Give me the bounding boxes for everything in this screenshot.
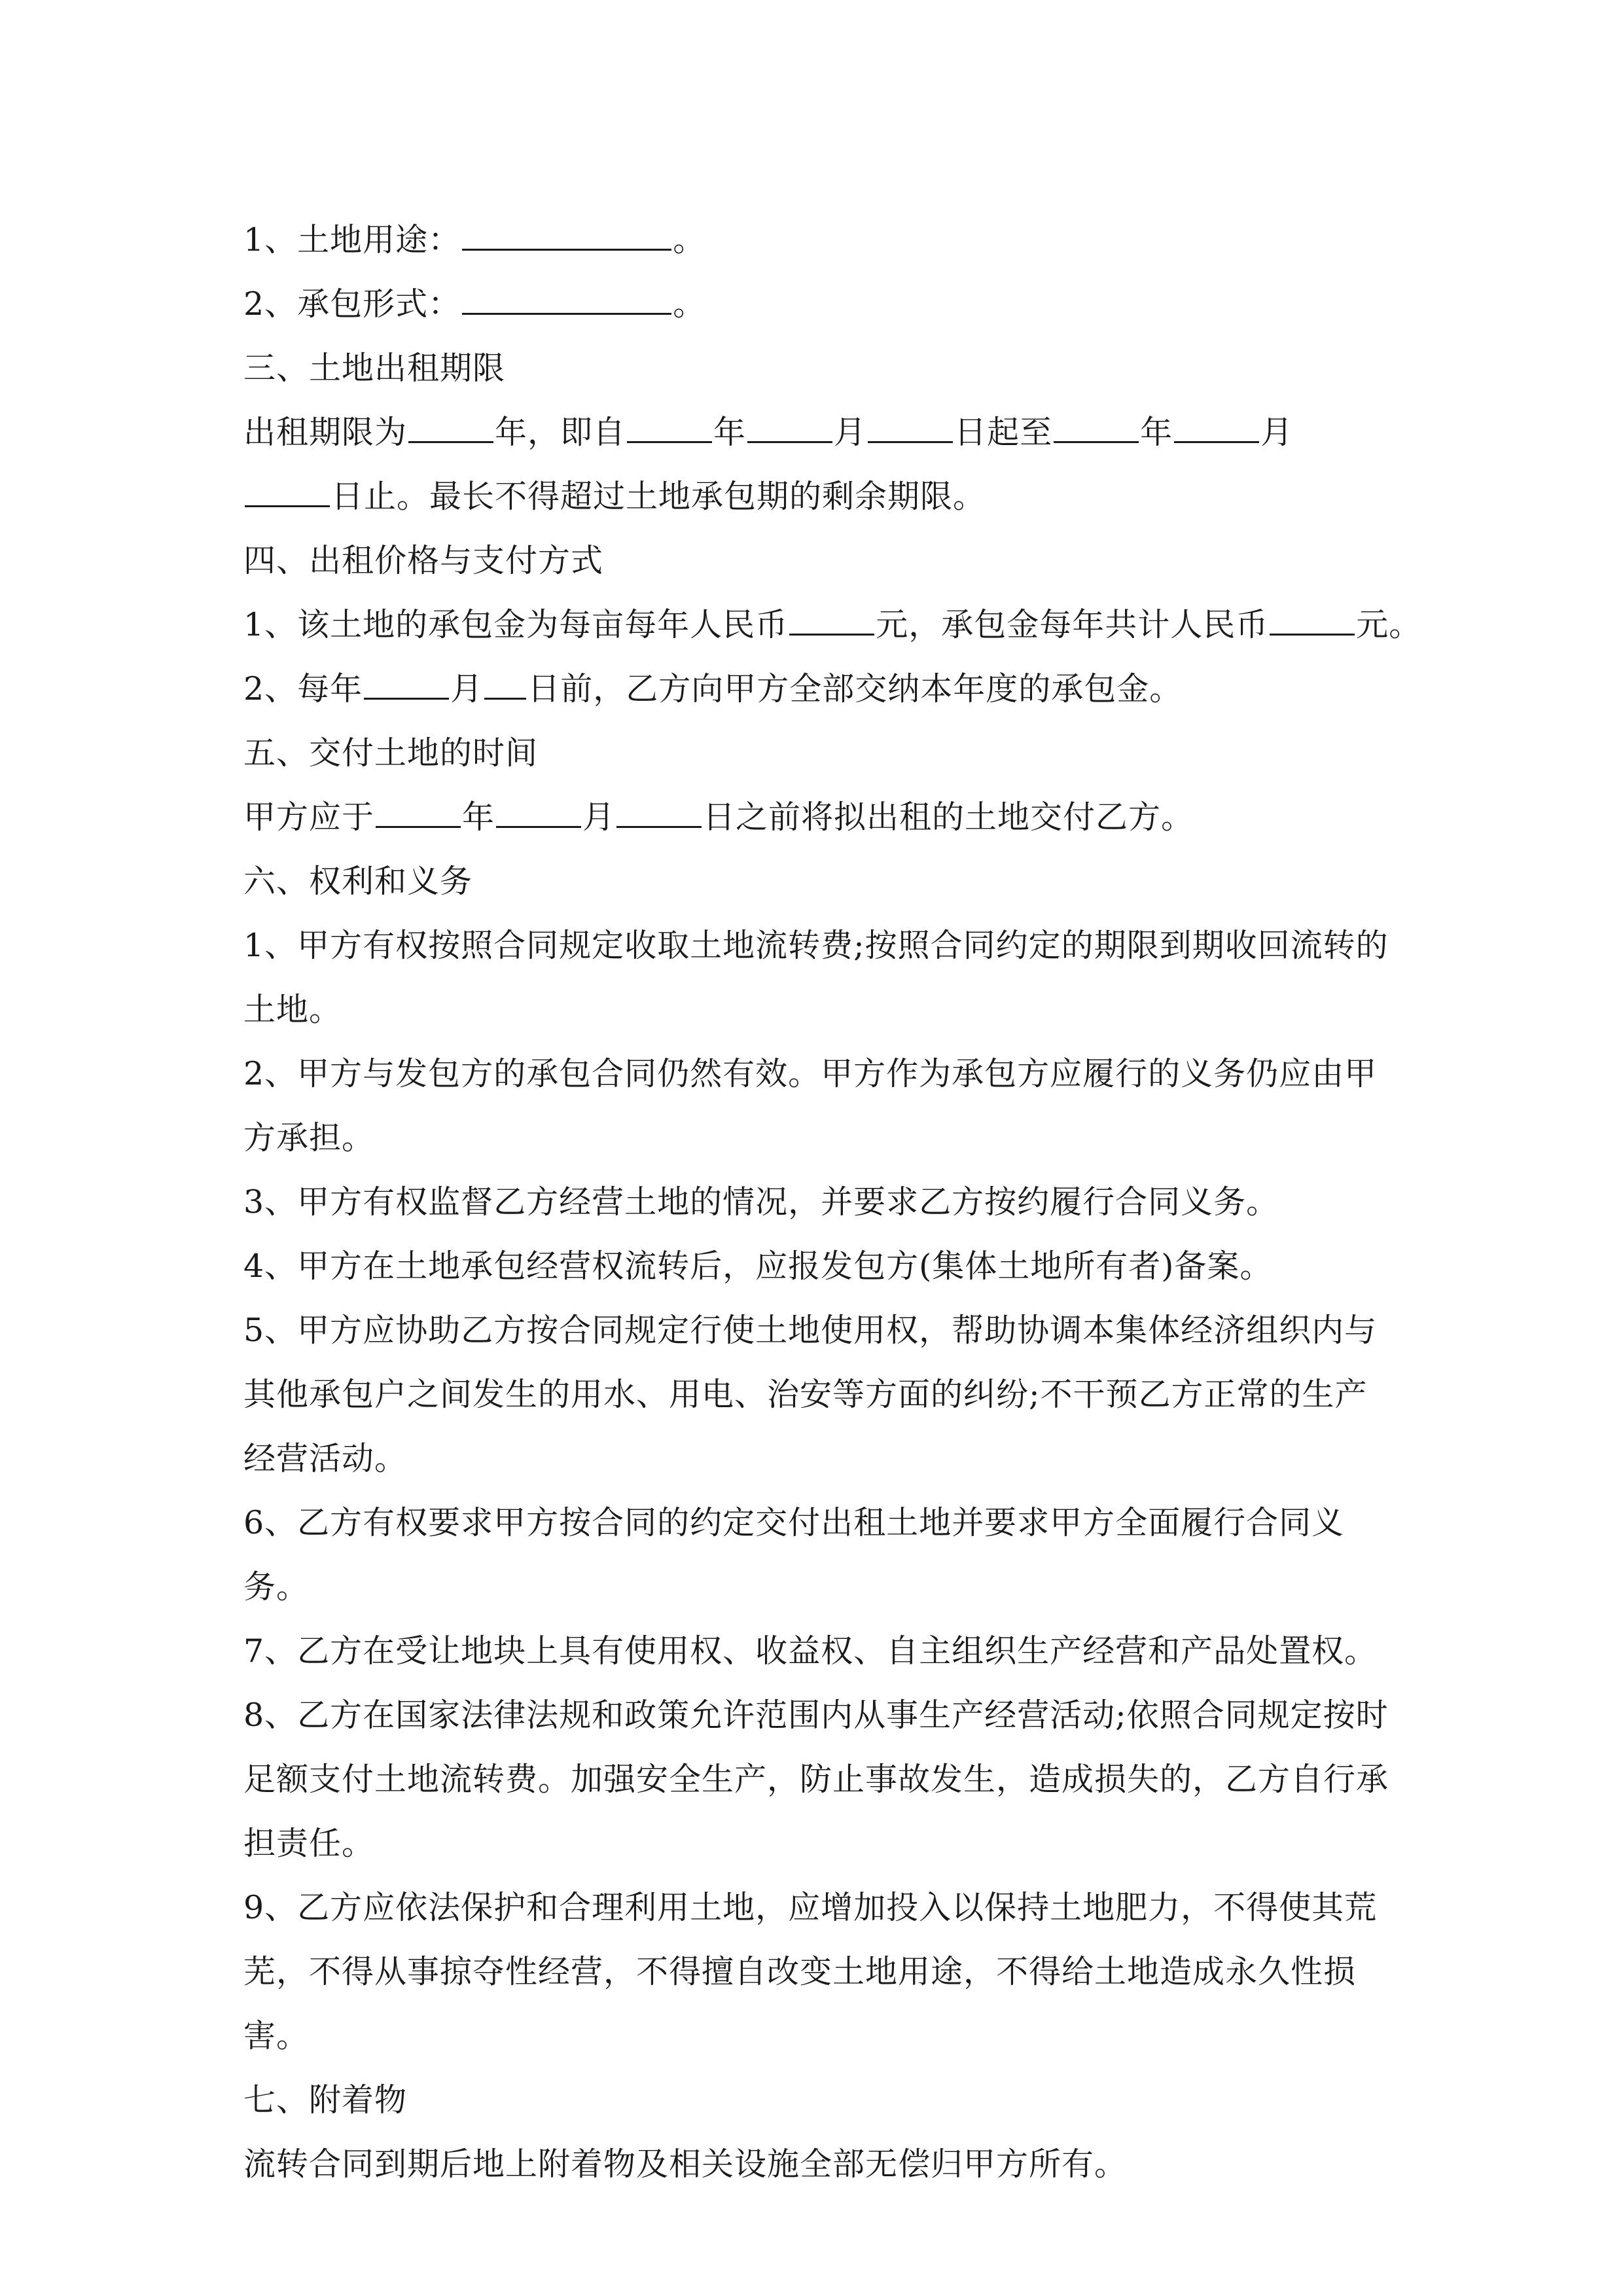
price-text: 元。 [1356,606,1422,643]
payment-day-blank[interactable] [484,670,526,700]
lease-term-text: 出租期限为 [243,414,408,451]
attachments-text: 流转合同到期后地上附着物及相关设施全部无偿归甲方所有。 [243,2145,1128,2183]
rights-item-3: 3、甲方有权监督乙方经营土地的情况，并要求乙方按约履行合同义务。 [243,1183,1279,1221]
rights-item-6: 6、乙方有权要求甲方按合同的约定交付出租土地并要求甲方全面履行合同义务。 [243,1504,1345,1605]
contract-form-label: 2、承包形式： [243,285,461,323]
contract-form-end: 。 [673,285,706,323]
rights-item-8: 8、乙方在国家法律法规和政策允许范围内从事生产经营活动;依照合同规定按时足额支付土地流转费。加强安全生产，防止事故发生，造成损失的，乙方自行承担责任。 [243,1696,1389,1862]
rights-item-2: 2、甲方与发包方的承包合同仍然有效。甲方作为承包方应履行的义务仍应由甲方承担。 [243,1055,1378,1157]
lease-term-text: 日起至 [954,414,1053,451]
section-4-title: 四、出租价格与支付方式 [243,542,604,579]
delivery-day-blank[interactable] [616,798,702,828]
price-item-2 [243,657,1395,721]
delivery-text: 月 [582,798,616,836]
price-text: 1、该土地的承包金为每亩每年人民币 [243,606,789,643]
start-year-blank[interactable] [627,414,712,443]
payment-month-blank[interactable] [364,670,449,700]
end-year-blank[interactable] [1054,414,1139,443]
contract-body [243,208,1422,2197]
delivery-text: 日之前将拟出租的土地交付乙方。 [703,798,1194,836]
delivery-month-blank[interactable] [496,798,581,828]
section-3-title: 三、土地出租期限 [243,350,506,387]
lease-term-text: 月 [1260,414,1294,451]
price-text: 2、每年 [243,670,363,708]
start-day-blank[interactable] [868,414,953,443]
lease-years-blank[interactable] [408,414,493,443]
rights-item-5: 5、甲方应协助乙方按合同规定行使土地使用权，帮助协调本集体经济组织内与其他承包户之间发生的用水、用电、治安等方面的纠纷;不干预乙方正常的生产经营活动。 [243,1312,1378,1477]
rights-item-9: 9、乙方应依法保护和合理利用土地，应增加投入以保持土地肥力，不得使其荒芜，不得从事掠夺性经营，不得擅自改变土地用途，不得给土地造成永久性损害。 [243,1889,1378,2054]
delivery-line [243,785,1395,850]
price-text: 日前，乙方向甲方全部交纳本年度的承包金。 [527,670,1183,708]
price-text: 元，承包金每年共计人民币 [876,606,1269,643]
delivery-text: 年 [462,798,495,836]
section-6-title: 六、权利和义务 [243,863,473,900]
land-use-end: 。 [673,221,706,259]
rights-item-7: 7、乙方在受让地块上具有使用权、收益权、自主组织生产经营和产品处置权。 [243,1632,1378,1670]
lease-term-text: 日止。最长不得超过土地承包期的剩余期限。 [331,478,986,515]
lease-term-line-1 [243,401,1395,465]
lease-term-text: 月 [834,414,867,451]
land-use-label: 1、土地用途： [243,221,461,259]
start-month-blank[interactable] [747,414,832,443]
land-use-blank[interactable] [462,221,671,251]
section-7-title: 七、附着物 [243,2081,408,2119]
lease-term-text: 年，即自 [495,414,626,451]
lease-term-line-2 [243,465,1395,529]
delivery-year-blank[interactable] [376,798,461,828]
price-per-mu-blank[interactable] [789,606,874,636]
rights-item-4: 4、甲方在土地承包经营权流转后，应报发包方(集体土地所有者)备案。 [243,1247,1273,1285]
end-day-blank[interactable] [245,478,330,507]
contract-form-blank[interactable] [462,285,671,315]
section-5-title: 五、交付土地的时间 [243,734,539,772]
rights-item-1: 1、甲方有权按照合同规定收取土地流转费;按照合同约定的期限到期收回流转的土地。 [243,927,1389,1028]
price-text: 月 [450,670,484,708]
land-use-item [243,208,1395,272]
contract-form-item [243,272,1395,336]
end-month-blank[interactable] [1174,414,1259,443]
lease-term-text: 年 [713,414,747,451]
price-item-1 [243,593,1422,657]
delivery-text: 甲方应于 [243,798,375,836]
lease-term-text: 年 [1140,414,1173,451]
price-total-blank[interactable] [1270,606,1355,636]
